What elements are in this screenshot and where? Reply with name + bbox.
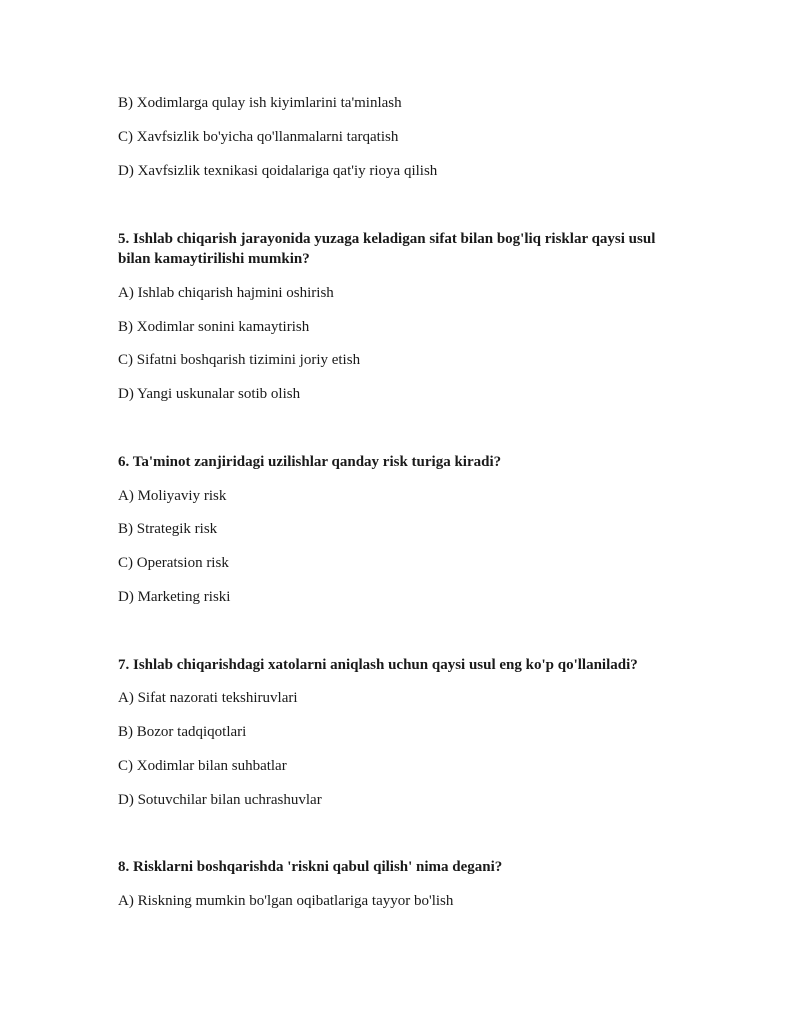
question-5-line-1: 5. Ishlab chiqarish jarayonida yuzaga keladigan sifat bilan bog'liq risklar qaysi usul xyxy=(118,231,656,247)
option-5-a: A) Ishlab chiqarish hajmini oshirish xyxy=(118,285,334,301)
option-7-b: B) Bozor tadqiqotlari xyxy=(118,724,247,740)
option-prev-d: D) Xavfsizlik texnikasi qoidalariga qat'iy rioya qilish xyxy=(118,163,438,179)
option-6-c: C) Operatsion risk xyxy=(118,555,229,571)
option-7-c: C) Xodimlar bilan suhbatlar xyxy=(118,758,287,774)
option-5-d: D) Yangi uskunalar sotib olish xyxy=(118,386,301,402)
option-prev-c: C) Xavfsizlik bo'yicha qo'llanmalarni tarqatish xyxy=(118,129,399,145)
option-7-d: D) Sotuvchilar bilan uchrashuvlar xyxy=(118,792,322,808)
question-8: 8. Risklarni boshqarishda 'riskni qabul qilish' nima degani? xyxy=(118,859,503,875)
option-8-a: A) Riskning mumkin bo'lgan oqibatlariga tayyor bo'lish xyxy=(118,893,454,909)
option-7-a: A) Sifat nazorati tekshiruvlari xyxy=(118,690,298,706)
question-5-line-2: bilan kamaytirilishi mumkin? xyxy=(118,251,310,267)
question-7: 7. Ishlab chiqarishdagi xatolarni aniqlash uchun qaysi usul eng ko'p qo'llaniladi? xyxy=(118,657,638,673)
option-5-c: C) Sifatni boshqarish tizimini joriy etish xyxy=(118,352,361,368)
option-5-b: B) Xodimlar sonini kamaytirish xyxy=(118,319,310,335)
option-6-d: D) Marketing riski xyxy=(118,589,231,605)
option-6-a: A) Moliyaviy risk xyxy=(118,488,227,504)
question-5 xyxy=(118,229,708,269)
option-prev-b: B) Xodimlarga qulay ish kiyimlarini ta'minlash xyxy=(118,95,402,111)
question-6: 6. Ta'minot zanjiridagi uzilishlar qanday risk turiga kiradi? xyxy=(118,454,502,470)
option-6-b: B) Strategik risk xyxy=(118,521,218,537)
